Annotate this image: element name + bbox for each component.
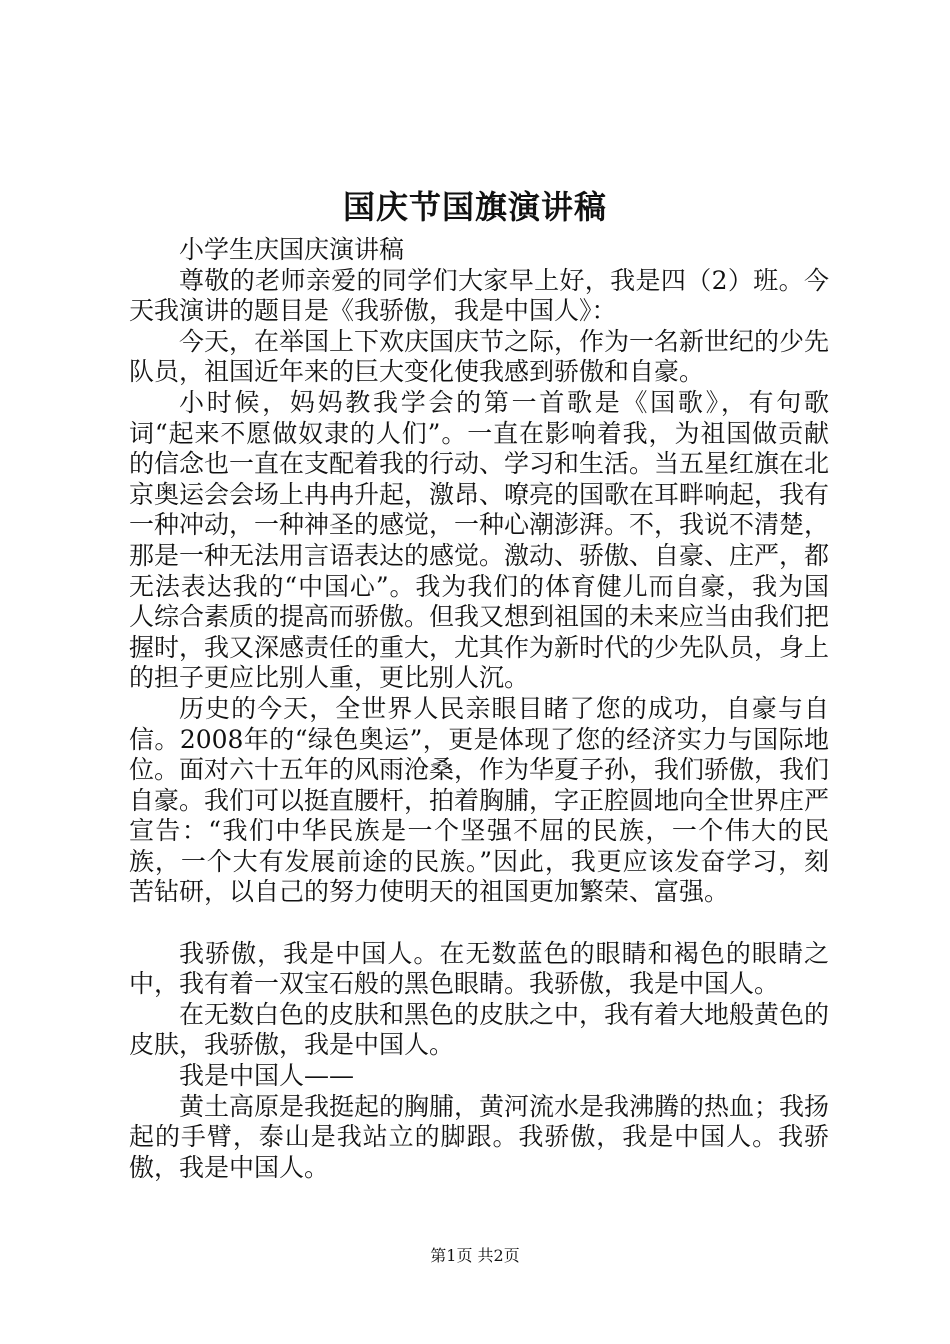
paragraph-conclusion: 黄土高原是我挺起的胸脯，黄河流水是我沸腾的热血；我扬起的手臂，泰山是我站立的脚跟。我骄傲，我是中国人。我骄傲，我是中国人。 bbox=[129, 1091, 830, 1182]
page-number-footer: 第1页 共2页 bbox=[430, 1246, 520, 1265]
paragraph-history: 历史的今天，全世界人民亲眼目睹了您的成功，自豪与自信。2008年的“绿色奥运”，更是体现了您的经济实力与国际地位。面对六十五年的风雨沧桑，作为华夏子孙，我们骄傲，我们自豪。我们可以挺直腰杆，拍着胸脯，字正腔圆地向全世界庄严宣告：“我们中华民族是一个坚强不屈的民族，一个伟大的民族，一个大有发展前途的民族。”因此，我更应该发奋学习，刻苦钻研，以自己的努力使明天的祖国更加繁荣、富强。 bbox=[129, 693, 830, 907]
paragraph-spacer bbox=[129, 908, 829, 939]
paragraph-greeting: 尊敬的老师亲爱的同学们大家早上好，我是四（2）班。今天我演讲的题目是《我骄傲，我是中国人》： bbox=[129, 265, 829, 326]
paragraph-skin: 在无数白色的皮肤和黑色的皮肤之中，我有着大地般黄色的皮肤，我骄傲，我是中国人。 bbox=[129, 999, 830, 1060]
paragraph-subtitle: 小学生庆国庆演讲稿 bbox=[179, 235, 405, 264]
document-title: 国庆节国旗演讲稿 bbox=[342, 188, 607, 226]
paragraph-intro: 今天，在举国上下欢庆国庆节之际，作为一名新世纪的少先队员，祖国近年来的巨大变化使我感到骄傲和自豪。 bbox=[129, 326, 830, 387]
document-body bbox=[129, 235, 829, 1183]
paragraph-childhood: 小时候，妈妈教我学会的第一首歌是《国歌》，有句歌词“起来不愿做奴隶的人们”。一直在影响着我，为祖国做贡献的信念也一直在支配着我的行动、学习和生活。当五星红旗在北京奥运会会场上冉冉升起，激昂、嘹亮的国歌在耳畔响起，我有一种冲动，一种神圣的感觉，一种心潮澎湃。不，我说不清楚，那是一种无法用言语表达的感觉。激动、骄傲、自豪、庄严，都无法表达我的“中国心”。我为我们的体育健儿而自豪，我为国人综合素质的提高而骄傲。但我又想到祖国的未来应当由我们把握时，我又深感责任的重大，尤其作为新时代的少先队员，身上的担子更应比别人重，更比别人沉。 bbox=[129, 387, 830, 693]
paragraph-eyes: 我骄傲，我是中国人。在无数蓝色的眼睛和褐色的眼睛之中，我有着一双宝石般的黑色眼睛。我骄傲，我是中国人。 bbox=[129, 938, 829, 999]
paragraph-i-am-chinese: 我是中国人—— bbox=[179, 1061, 355, 1091]
